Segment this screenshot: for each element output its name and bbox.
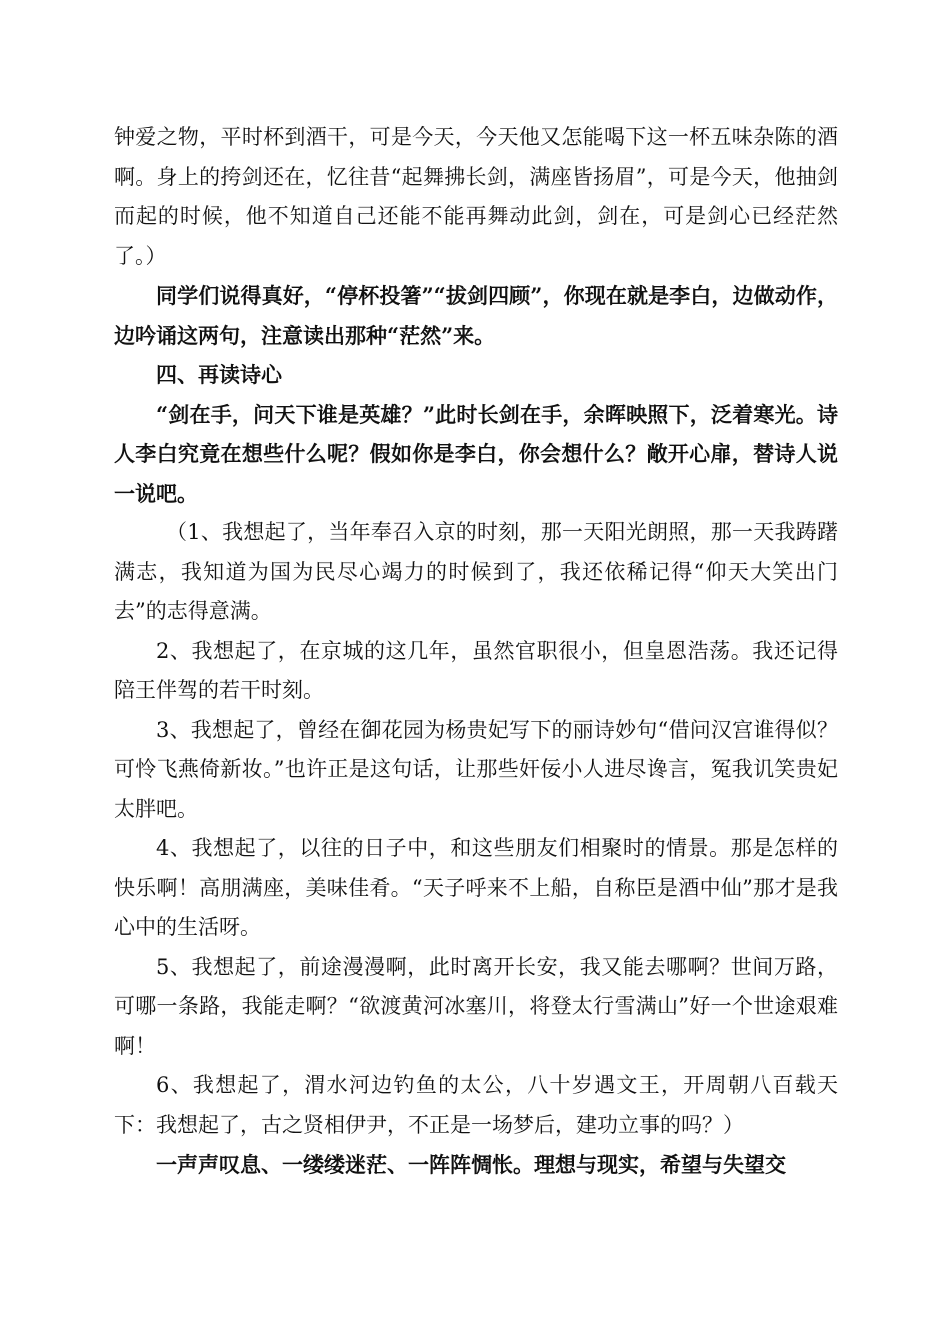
paragraph-1: 钟爱之物，平时杯到酒干，可是今天，今天他又怎能喝下这一杯五味杂陈的酒啊。身上的挎剑还在，忆往昔“起舞拂长剑，满座皆扬眉”，可是今天，他抽剑而起的时候，他不知道自己还能不能再舞动此剑，剑在，可是剑心已经茫然了。）	[114, 125, 838, 268]
list-item-3: 3、我想起了，曾经在御花园为杨贵妃写下的丽诗妙句“借问汉宫谁得似？可怜飞燕倚新妆。”也许正是这句话，让那些奸佞小人进尽谗言，冤我讥笑贵妃太胖吧。	[114, 717, 838, 821]
paragraph-3: “剑在手，问天下谁是英雄？”此时长剑在手，余晖映照下，泛着寒光。诗人李白究竟在想些什么呢？假如你是李白，你会想什么？敞开心扉，替诗人说一说吧。	[114, 401, 838, 506]
list-item-1: （1、我想起了，当年奉召入京的时刻，那一天阳光朗照，那一天我踌躇满志，我知道为国为民尽心竭力的时候到了，我还依稀记得“仰天大笑出门去”的志得意满。	[114, 520, 838, 623]
section-heading: 四、再读诗心	[156, 362, 282, 387]
paragraph-4: 一声声叹息、一缕缕迷茫、一阵阵惆怅。理想与现实，希望与失望交	[156, 1152, 786, 1177]
list-item-6: 6、我想起了，渭水河边钓鱼的太公，八十岁遇文王，开周朝八百载天下：我想起了，古之贤相伊尹，不正是一场梦后，建功立事的吗？）	[114, 1073, 838, 1137]
list-item-4: 4、我想起了，以往的日子中，和这些朋友们相聚时的情景。那是怎样的快乐啊！高朋满座，美味佳肴。“天子呼来不上船，自称臣是酒中仙”那才是我心中的生活呀。	[114, 836, 838, 939]
paragraph-2: 同学们说得真好，“停杯投箸”“拔剑四顾”，你现在就是李白，边做动作，边吟诵这两句，注意读出那种“茫然”来。	[114, 283, 838, 348]
document-page	[114, 118, 838, 1185]
list-item-2: 2、我想起了，在京城的这几年，虽然官职很小，但皇恩浩荡。我还记得陪王伴驾的若干时刻。	[114, 638, 838, 702]
list-item-5: 5、我想起了，前途漫漫啊，此时离开长安，我又能去哪啊？世间万路，可哪一条路，我能走啊？“欲渡黄河冰塞川，将登太行雪满山”好一个世途艰难啊！	[114, 954, 838, 1058]
